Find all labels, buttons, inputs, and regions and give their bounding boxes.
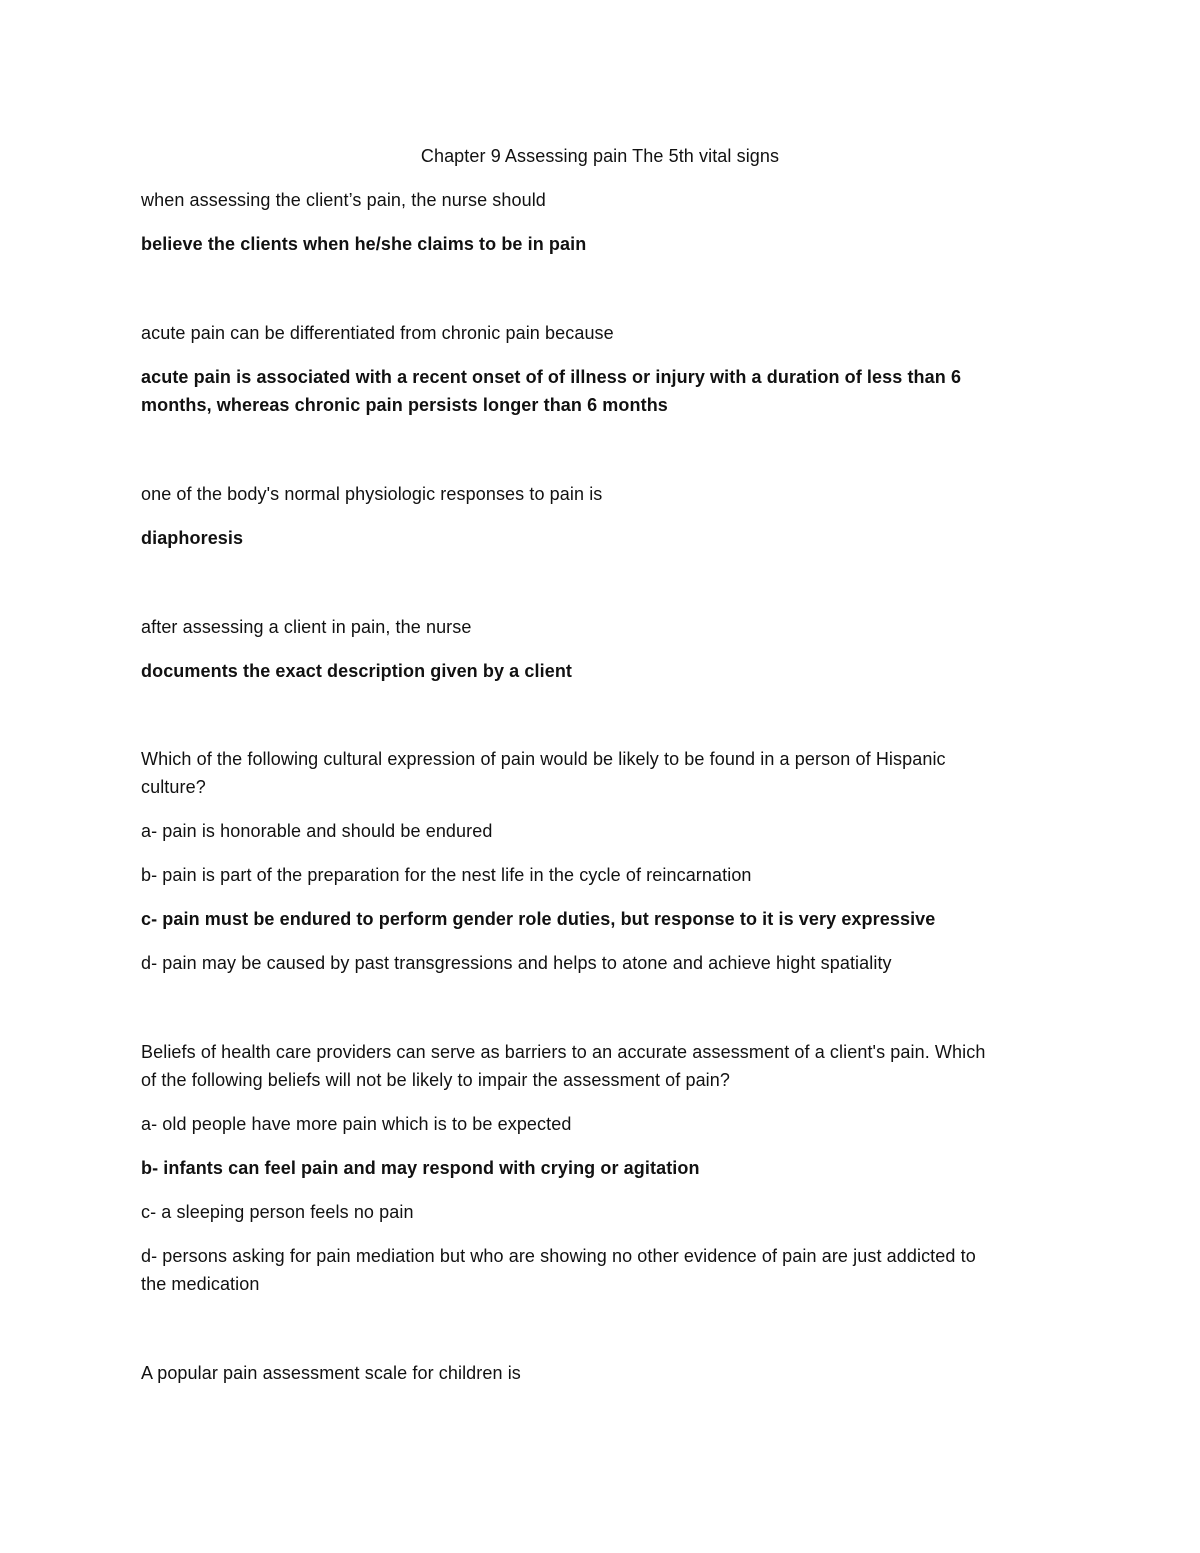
question-5-line-2: culture? [141,777,206,797]
question-5-option-b: b- pain is part of the preparation for the nest life in the cycle of reincarnation [141,865,752,885]
question-6-line-1: Beliefs of health care providers can serve as barriers to an accurate assessment of a client's pain. Which [141,1042,986,1062]
answer-3: diaphoresis [141,528,244,548]
question-6-line-2: of the following beliefs will not be likely to impair the assessment of pain? [141,1070,730,1090]
question-5-option-d: d- pain may be caused by past transgressions and helps to atone and achieve hight spatiality [141,953,892,973]
question-7: A popular pain assessment scale for children is [141,1363,521,1383]
question-5-option-c-answer: c- pain must be endured to perform gender role duties, but response to it is very expressive [141,909,936,929]
answer-2-line-2: months, whereas chronic pain persists longer than 6 months [141,395,668,415]
answer-4: documents the exact description given by a client [141,661,573,681]
question-6-option-d-line-2: the medication [141,1274,260,1294]
question-3: one of the body's normal physiologic responses to pain is [141,484,603,504]
question-6-option-c: c- a sleeping person feels no pain [141,1202,414,1222]
question-4: after assessing a client in pain, the nurse [141,617,472,637]
question-6-option-b-answer: b- infants can feel pain and may respond with crying or agitation [141,1158,700,1178]
answer-2-line-1: acute pain is associated with a recent onset of of illness or injury with a duration of less than 6 [141,367,962,387]
question-6-option-d-line-1: d- persons asking for pain mediation but who are showing no other evidence of pain are just addicted to [141,1246,976,1266]
question-5-line-1: Which of the following cultural expression of pain would be likely to be found in a person of Hispanic [141,749,946,769]
question-6-option-a: a- old people have more pain which is to be expected [141,1114,572,1134]
question-2: acute pain can be differentiated from chronic pain because [141,323,614,343]
question-1: when assessing the client’s pain, the nurse should [141,190,546,210]
answer-1: believe the clients when he/she claims to be in pain [141,234,587,254]
question-5-option-a: a- pain is honorable and should be endured [141,821,493,841]
page-title: Chapter 9 Assessing pain The 5th vital signs [420,146,780,166]
